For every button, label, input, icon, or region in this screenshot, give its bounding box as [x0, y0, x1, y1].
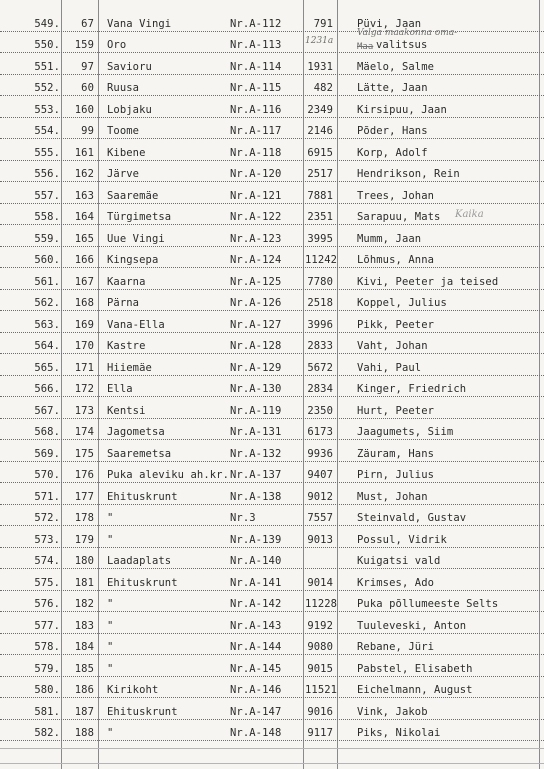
table-row — [0, 54, 544, 76]
entry-number: 561. — [34, 275, 60, 288]
area-value: 2351 — [307, 211, 333, 223]
owner-name: Vaht, Johan — [357, 340, 428, 352]
owner-name: Põder, Hans — [357, 125, 428, 137]
entry-number: 564. — [34, 340, 60, 352]
entry-number: 567. — [34, 404, 60, 417]
reference-number: Nr.A-139 — [230, 533, 282, 546]
table-row — [0, 613, 544, 635]
lot-number: 169 — [74, 318, 94, 331]
reference-number: Nr.3 — [230, 512, 256, 524]
property-name: Laadaplats — [107, 555, 172, 567]
table-row — [0, 183, 544, 205]
table-row — [0, 226, 544, 248]
property-name: " — [107, 598, 114, 610]
reference-number: Nr.A-132 — [230, 447, 282, 460]
area-value: 9013 — [307, 533, 333, 546]
property-name: Kentsi — [107, 404, 146, 417]
reference-number: Nr.A-116 — [230, 103, 282, 116]
owner-name: Trees, Johan — [357, 189, 435, 202]
property-name: Ehituskrunt — [107, 576, 178, 589]
entry-number: 576. — [34, 598, 60, 610]
area-value: 791 — [313, 17, 333, 30]
lot-number: 171 — [74, 361, 94, 374]
table-row — [0, 119, 544, 141]
lot-number: 188 — [74, 727, 94, 739]
property-name: Pärna — [107, 297, 140, 309]
table-row — [0, 699, 544, 721]
table-row — [0, 377, 544, 399]
property-name: Ella — [107, 383, 133, 395]
reference-number: Nr.A-146 — [230, 684, 282, 696]
lot-number: 165 — [74, 232, 94, 245]
table-row — [0, 162, 544, 184]
lot-number: 182 — [74, 598, 94, 610]
property-name: Vana-Ella — [107, 318, 165, 331]
entry-number: 553. — [34, 103, 60, 116]
reference-number: Nr.A-114 — [230, 60, 282, 73]
area-value: 7780 — [307, 275, 333, 288]
table-row — [0, 312, 544, 334]
table-row — [0, 441, 544, 463]
reference-number: Nr.A-122 — [230, 211, 282, 223]
reference-number: Nr.A-142 — [230, 598, 282, 610]
property-name: Savioru — [107, 60, 152, 73]
reference-number: Nr.A-123 — [230, 232, 282, 245]
property-name: Saaremetsa — [107, 447, 172, 460]
owner-name: Lõhmus, Anna — [357, 254, 435, 266]
table-row — [0, 76, 544, 98]
entry-number: 570. — [34, 469, 60, 481]
lot-number: 160 — [74, 103, 94, 116]
owner-name: Puka põllumeeste Selts — [357, 598, 499, 610]
owner-name: Lätte, Jaan — [357, 82, 428, 94]
owner-name: Jaagumets, Siim — [357, 426, 454, 438]
lot-number: 185 — [74, 662, 94, 675]
area-value: 7557 — [307, 512, 333, 524]
property-name: Türgimetsa — [107, 211, 172, 223]
reference-number: Nr.A-147 — [230, 705, 282, 718]
property-name: Uue Vingi — [107, 232, 165, 245]
area-value: 6915 — [307, 146, 333, 159]
reference-number: Nr.A-127 — [230, 318, 282, 331]
property-name: " — [107, 533, 114, 546]
lot-number: 162 — [74, 168, 94, 180]
entry-number: 571. — [34, 490, 60, 503]
lot-number: 181 — [74, 576, 94, 589]
area-value: 5672 — [307, 361, 333, 374]
entry-number: 575. — [34, 576, 60, 589]
area-value: 482 — [313, 82, 333, 94]
area-value: 9015 — [307, 662, 333, 675]
lot-number: 166 — [74, 254, 94, 266]
property-name: Lobjaku — [107, 103, 152, 116]
lot-number: 67 — [81, 17, 94, 30]
lot-number: 177 — [74, 490, 94, 503]
bottom-rule — [0, 748, 544, 749]
table-row — [0, 527, 544, 549]
lot-number: 175 — [74, 447, 94, 460]
owner-name: Mumm, Jaan — [357, 232, 422, 245]
entry-number: 558. — [34, 211, 60, 223]
property-name: Järve — [107, 168, 140, 180]
table-row — [0, 355, 544, 377]
property-name: Kaarna — [107, 275, 146, 288]
reference-number: Nr.A-148 — [230, 727, 282, 739]
table-row — [0, 592, 544, 614]
area-value: 2833 — [307, 340, 333, 352]
property-name: " — [107, 619, 114, 632]
table-row — [0, 506, 544, 528]
lot-number: 172 — [74, 383, 94, 395]
area-value: 9407 — [307, 469, 333, 481]
entry-number: 549. — [34, 17, 60, 30]
lot-number: 180 — [74, 555, 94, 567]
bottom-rule — [0, 763, 544, 764]
owner-name: Hendrikson, Rein — [357, 168, 460, 180]
entry-number: 556. — [34, 168, 60, 180]
reference-number: Nr.A-112 — [230, 17, 282, 30]
struck-owner-text: Maa — [357, 42, 374, 52]
owner-name: Koppel, Julius — [357, 297, 447, 309]
owner-name: Must, Johan — [357, 490, 428, 503]
owner-name: Sarapuu, Mats — [357, 211, 441, 223]
area-value: 11521 — [305, 684, 338, 696]
ledger-table — [0, 11, 544, 742]
property-name: Kibene — [107, 146, 146, 159]
area-value: 3995 — [307, 232, 333, 245]
owner-name: Piks, Nikolai — [357, 727, 441, 739]
entry-number: 574. — [34, 555, 60, 567]
reference-number: Nr.A-120 — [230, 168, 282, 180]
reference-number: Nr.A-113 — [230, 39, 282, 51]
area-value: 9014 — [307, 576, 333, 589]
property-name: Ehituskrunt — [107, 705, 178, 718]
owner-name: Pirn, Julius — [357, 469, 435, 481]
reference-number: Nr.A-137 — [230, 469, 282, 481]
area-value: 1931 — [307, 60, 333, 73]
entry-number: 580. — [34, 684, 60, 696]
area-value: 9117 — [307, 727, 333, 739]
area-value: 2350 — [307, 404, 333, 417]
table-row — [0, 484, 544, 506]
owner-name: Pabstel, Elisabeth — [357, 662, 473, 675]
owner-name: Pikk, Peeter — [357, 318, 435, 331]
reference-number: Nr.A-144 — [230, 641, 282, 653]
table-row — [0, 11, 544, 33]
table-row — [0, 721, 544, 743]
property-name: Ehituskrunt — [107, 490, 178, 503]
owner-name: Kirsipuu, Jaan — [357, 103, 447, 116]
reference-number: Nr.A-143 — [230, 619, 282, 632]
property-name: " — [107, 641, 114, 653]
lot-number: 184 — [74, 641, 94, 653]
area-value: 9012 — [307, 490, 333, 503]
owner-name: Rebane, Jüri — [357, 641, 435, 653]
owner-name: Possul, Vidrik — [357, 533, 447, 546]
area-value: 2518 — [307, 297, 333, 309]
area-value: 9936 — [307, 447, 333, 460]
table-row — [0, 678, 544, 700]
property-name: Kastre — [107, 340, 146, 352]
table-row — [0, 33, 544, 55]
owner-name: Vink, Jakob — [357, 705, 428, 718]
property-name: Toome — [107, 125, 140, 137]
area-value: 2834 — [307, 383, 333, 395]
entry-number: 552. — [34, 82, 60, 94]
entry-number: 560. — [34, 254, 60, 266]
property-name: " — [107, 727, 114, 739]
owner-name: Krimses, Ado — [357, 576, 435, 589]
entry-number: 572. — [34, 512, 60, 524]
area-value: 2349 — [307, 103, 333, 116]
area-value: 11228 — [305, 598, 338, 610]
owner-name: Korp, Adolf — [357, 146, 428, 159]
table-row — [0, 420, 544, 442]
area-value: 9192 — [307, 619, 333, 632]
reference-number: Nr.A-130 — [230, 383, 282, 395]
lot-number: 60 — [81, 82, 94, 94]
property-name: " — [107, 662, 114, 675]
lot-number: 163 — [74, 189, 94, 202]
area-value: 9080 — [307, 641, 333, 653]
owner-name: Steinvald, Gustav — [357, 512, 467, 524]
property-name: Hiiemäe — [107, 361, 152, 374]
lot-number: 173 — [74, 404, 94, 417]
entry-number: 565. — [34, 361, 60, 374]
entry-number: 577. — [34, 619, 60, 632]
reference-number: Nr.A-126 — [230, 297, 282, 309]
entry-number: 554. — [34, 125, 60, 137]
entry-number: 573. — [34, 533, 60, 546]
area-value: 3996 — [307, 318, 333, 331]
table-row — [0, 140, 544, 162]
property-name: Puka aleviku ah.kr. — [107, 469, 230, 481]
area-value: 11242 — [305, 254, 338, 266]
reference-number: Nr.A-128 — [230, 340, 282, 352]
reference-number: Nr.A-121 — [230, 189, 282, 202]
owner-name: valitsus — [376, 39, 428, 51]
lot-number: 97 — [81, 60, 94, 73]
property-name: Vana Vingi — [107, 17, 172, 30]
entry-number: 550. — [34, 39, 60, 51]
table-row — [0, 463, 544, 485]
lot-number: 170 — [74, 340, 94, 352]
table-row — [0, 291, 544, 313]
entry-number: 569. — [34, 447, 60, 460]
handwritten-margin-note: Kaika — [455, 209, 484, 220]
handwritten-owner-note: Valga maakonna oma- — [357, 28, 458, 38]
reference-number: Nr.A-118 — [230, 146, 282, 159]
area-value: 7881 — [307, 189, 333, 202]
property-name: " — [107, 512, 114, 524]
reference-number: Nr.A-141 — [230, 576, 282, 589]
property-name: Jagometsa — [107, 426, 165, 438]
owner-name: Hurt, Peeter — [357, 404, 435, 417]
table-row — [0, 97, 544, 119]
reference-number: Nr.A-129 — [230, 361, 282, 374]
lot-number: 183 — [74, 619, 94, 632]
table-row — [0, 635, 544, 657]
entry-number: 559. — [34, 232, 60, 245]
owner-name: Tuuleveski, Anton — [357, 619, 467, 632]
table-row — [0, 398, 544, 420]
property-name: Ruusa — [107, 82, 140, 94]
table-row — [0, 656, 544, 678]
entry-number: 582. — [34, 727, 60, 739]
property-name: Saaremäe — [107, 189, 159, 202]
owner-name: Eichelmann, August — [357, 684, 473, 696]
lot-number: 164 — [74, 211, 94, 223]
entry-number: 566. — [34, 383, 60, 395]
lot-number: 99 — [81, 125, 94, 137]
reference-number: Nr.A-125 — [230, 275, 282, 288]
table-row — [0, 334, 544, 356]
area-value: 9016 — [307, 705, 333, 718]
owner-name: Kivi, Peeter ja teised — [357, 275, 499, 288]
entry-number: 555. — [34, 146, 60, 159]
lot-number: 179 — [74, 533, 94, 546]
area-value: 2517 — [307, 168, 333, 180]
table-row — [0, 549, 544, 571]
reference-number: Nr.A-131 — [230, 426, 282, 438]
lot-number: 176 — [74, 469, 94, 481]
lot-number: 159 — [74, 39, 94, 51]
reference-number: Nr.A-145 — [230, 662, 282, 675]
lot-number: 187 — [74, 705, 94, 718]
area-value: 6173 — [307, 426, 333, 438]
owner-name: Zäuram, Hans — [357, 447, 435, 460]
owner-name: Kuigatsi vald — [357, 555, 441, 567]
reference-number: Nr.A-115 — [230, 82, 282, 94]
lot-number: 186 — [74, 684, 94, 696]
property-name: Oro — [107, 39, 127, 51]
lot-number: 161 — [74, 146, 94, 159]
property-name: Kingsepa — [107, 254, 159, 266]
reference-number: Nr.A-117 — [230, 125, 282, 137]
entry-number: 579. — [34, 662, 60, 675]
entry-number: 563. — [34, 318, 60, 331]
entry-number: 551. — [34, 60, 60, 73]
lot-number: 174 — [74, 426, 94, 438]
owner-name: Kinger, Friedrich — [357, 383, 467, 395]
owner-name: Vahi, Paul — [357, 361, 422, 374]
area-value: 2146 — [307, 125, 333, 137]
reference-number: Nr.A-140 — [230, 555, 282, 567]
entry-number: 578. — [34, 641, 60, 653]
lot-number: 167 — [74, 275, 94, 288]
entry-number: 557. — [34, 189, 60, 202]
lot-number: 178 — [74, 512, 94, 524]
table-row — [0, 570, 544, 592]
table-row — [0, 248, 544, 270]
handwritten-area-note: 1231a — [305, 36, 334, 46]
entry-number: 568. — [34, 426, 60, 438]
owner-name: Püvi, Jaan — [357, 17, 422, 30]
reference-number: Nr.A-119 — [230, 404, 282, 417]
reference-number: Nr.A-124 — [230, 254, 282, 266]
reference-number: Nr.A-138 — [230, 490, 282, 503]
lot-number: 168 — [74, 297, 94, 309]
property-name: Kirikoht — [107, 684, 159, 696]
entry-number: 581. — [34, 705, 60, 718]
owner-name: Mäelo, Salme — [357, 60, 435, 73]
entry-number: 562. — [34, 297, 60, 309]
table-row — [0, 269, 544, 291]
